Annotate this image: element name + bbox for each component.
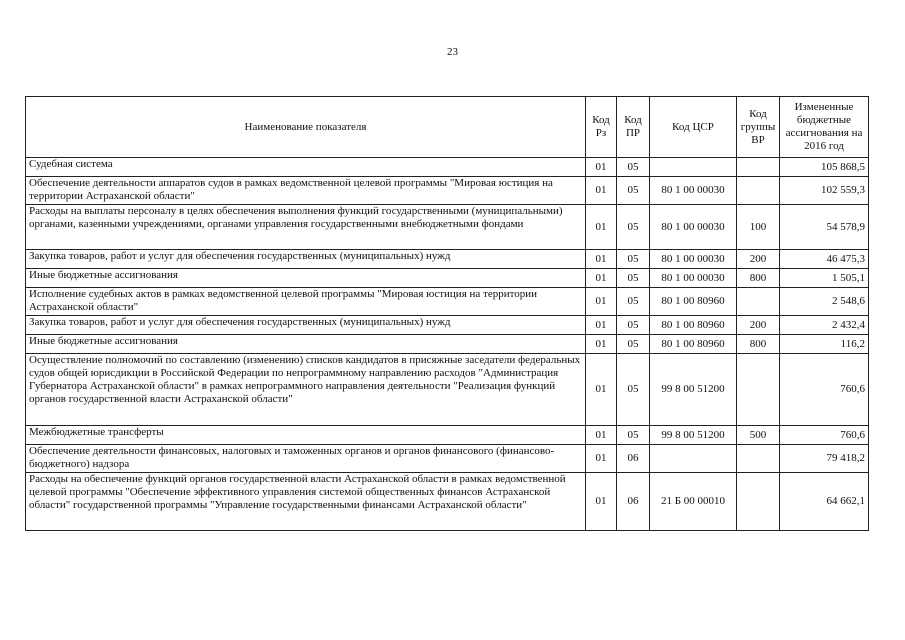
table-row: [26, 288, 869, 316]
row-name: Обеспечение деятельности аппаратов судов в рамках ведомственной целевой программы "Мировая юстиция на территории Астраханской области": [26, 177, 586, 205]
budget-table: [25, 96, 869, 531]
row-rz: 01: [586, 445, 617, 473]
row-amount: 105 868,5: [780, 158, 869, 177]
table-header-row: [26, 97, 869, 158]
row-pr: 06: [617, 473, 650, 531]
row-name: Обеспечение деятельности финансовых, налоговых и таможенных органов и органов финансового (финансово-бюджетного) надзора: [26, 445, 586, 473]
column-header-pr: Код ПР: [617, 97, 650, 158]
column-header-vr: Код группы ВР: [737, 97, 780, 158]
row-amount: 760,6: [780, 426, 869, 445]
row-name: Судебная система: [26, 158, 586, 177]
row-amount: 102 559,3: [780, 177, 869, 205]
row-amount: 79 418,2: [780, 445, 869, 473]
row-name: Иные бюджетные ассигнования: [26, 335, 586, 354]
row-name: Расходы на обеспечение функций органов государственной власти Астраханской области в рамках ведомственной целевой программы "Обеспечение эффективного управления системой общественных финансов Астраханской области" государственной программы "Управление государственными финансами Астраханской области": [26, 473, 586, 531]
row-pr: 05: [617, 205, 650, 250]
row-pr: 05: [617, 269, 650, 288]
row-csr: 80 1 00 80960: [650, 288, 737, 316]
row-pr: 05: [617, 426, 650, 445]
table-row: [26, 473, 869, 531]
row-amount: 2 548,6: [780, 288, 869, 316]
row-csr: 99 8 00 51200: [650, 354, 737, 426]
row-pr: 05: [617, 335, 650, 354]
row-amount: 1 505,1: [780, 269, 869, 288]
table-row: [26, 177, 869, 205]
row-csr: 80 1 00 00030: [650, 177, 737, 205]
row-csr: 80 1 00 00030: [650, 269, 737, 288]
row-rz: 01: [586, 354, 617, 426]
row-pr: 05: [617, 316, 650, 335]
row-vr: [737, 177, 780, 205]
row-pr: 05: [617, 288, 650, 316]
row-amount: 760,6: [780, 354, 869, 426]
row-vr: [737, 288, 780, 316]
row-rz: 01: [586, 316, 617, 335]
table-row: [26, 269, 869, 288]
row-vr: 200: [737, 250, 780, 269]
row-pr: 05: [617, 158, 650, 177]
row-rz: 01: [586, 288, 617, 316]
column-header-name: Наименование показателя: [26, 97, 586, 158]
row-csr: 21 Б 00 00010: [650, 473, 737, 531]
row-rz: 01: [586, 250, 617, 269]
row-csr: [650, 158, 737, 177]
row-name: Закупка товаров, работ и услуг для обеспечения государственных (муниципальных) нужд: [26, 250, 586, 269]
row-vr: 800: [737, 335, 780, 354]
row-vr: [737, 158, 780, 177]
table-row: [26, 205, 869, 250]
row-name: Исполнение судебных актов в рамках ведомственной целевой программы "Мировая юстиция на территории Астраханской области": [26, 288, 586, 316]
page-number: 23: [447, 46, 458, 58]
row-amount: 46 475,3: [780, 250, 869, 269]
row-vr: 500: [737, 426, 780, 445]
row-name: Расходы на выплаты персоналу в целях обеспечения выполнения функций государственными (муниципальными) органами, казенными учреждениями, органами управления государственными внебюджетными фондами: [26, 205, 586, 250]
row-rz: 01: [586, 335, 617, 354]
row-rz: 01: [586, 473, 617, 531]
table-row: [26, 158, 869, 177]
row-csr: 80 1 00 00030: [650, 205, 737, 250]
row-csr: 80 1 00 00030: [650, 250, 737, 269]
row-rz: 01: [586, 269, 617, 288]
row-pr: 05: [617, 250, 650, 269]
column-header-rz: Код Рз: [586, 97, 617, 158]
row-name: Межбюджетные трансферты: [26, 426, 586, 445]
row-vr: 100: [737, 205, 780, 250]
column-header-csr: Код ЦСР: [650, 97, 737, 158]
table-row: [26, 445, 869, 473]
row-vr: [737, 354, 780, 426]
row-amount: 54 578,9: [780, 205, 869, 250]
row-csr: [650, 445, 737, 473]
table-row: [26, 316, 869, 335]
row-vr: 800: [737, 269, 780, 288]
column-header-amount: Измененные бюджетные ассигнования на 2016 год: [780, 97, 869, 158]
row-pr: 05: [617, 354, 650, 426]
row-pr: 06: [617, 445, 650, 473]
row-amount: 2 432,4: [780, 316, 869, 335]
table-row: [26, 250, 869, 269]
row-vr: 200: [737, 316, 780, 335]
row-amount: 64 662,1: [780, 473, 869, 531]
row-rz: 01: [586, 158, 617, 177]
table-row: [26, 335, 869, 354]
row-vr: [737, 473, 780, 531]
row-pr: 05: [617, 177, 650, 205]
row-amount: 116,2: [780, 335, 869, 354]
row-csr: 80 1 00 80960: [650, 316, 737, 335]
row-rz: 01: [586, 205, 617, 250]
table-row: [26, 354, 869, 426]
row-vr: [737, 445, 780, 473]
table-row: [26, 426, 869, 445]
row-name: Осуществление полномочий по составлению (изменению) списков кандидатов в присяжные заседатели федеральных судов общей юрисдикции в Российской Федерации по непрограммному направлению расходов "Администрация Губернатора Астраханской области" в рамках непрограммного направления деятельности "Реализация функций органов государственной власти Астраханской области": [26, 354, 586, 426]
row-rz: 01: [586, 177, 617, 205]
row-name: Иные бюджетные ассигнования: [26, 269, 586, 288]
row-rz: 01: [586, 426, 617, 445]
row-name: Закупка товаров, работ и услуг для обеспечения государственных (муниципальных) нужд: [26, 316, 586, 335]
row-csr: 99 8 00 51200: [650, 426, 737, 445]
row-csr: 80 1 00 80960: [650, 335, 737, 354]
